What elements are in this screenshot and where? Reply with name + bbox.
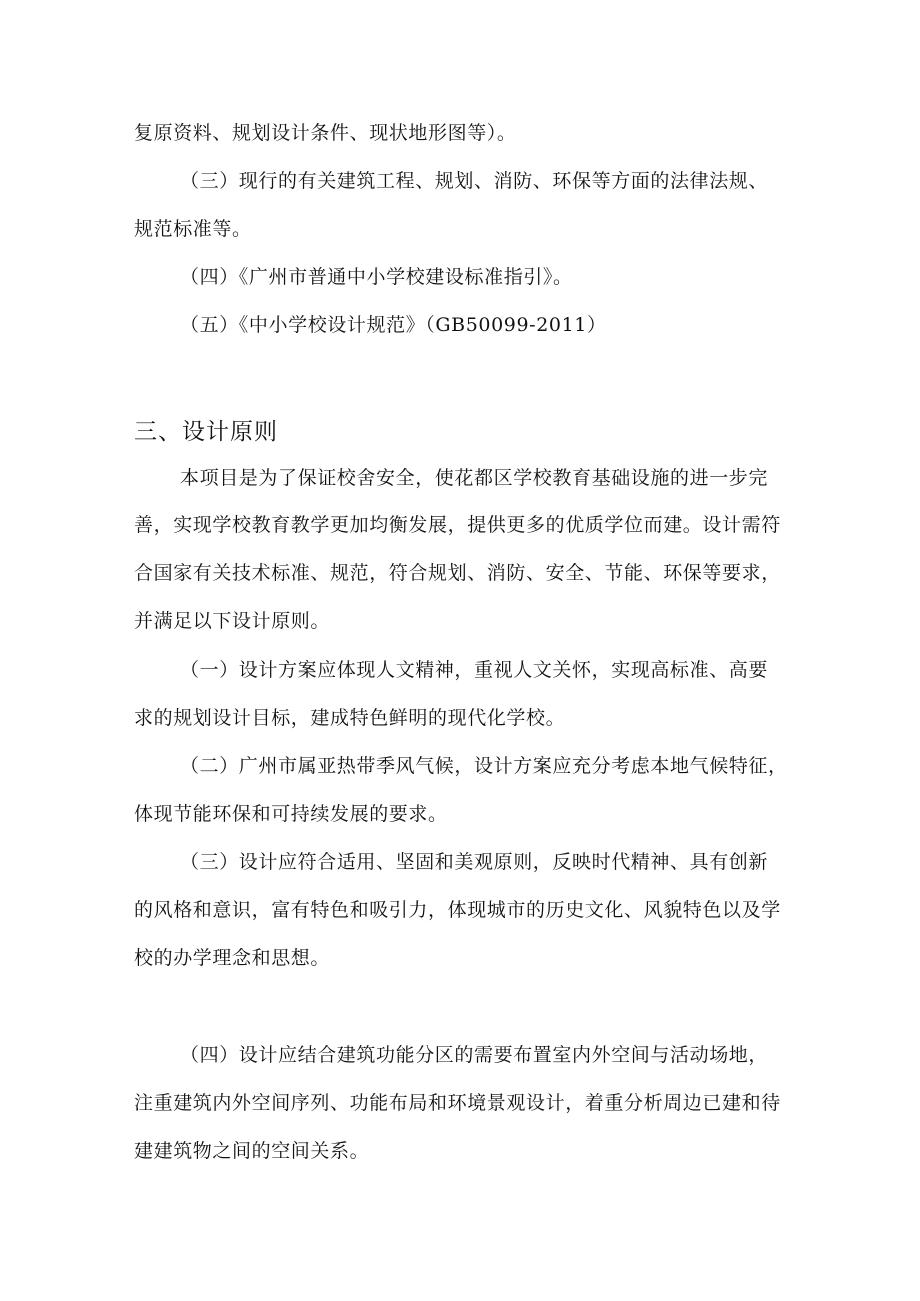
principle-1-line-2: 求的规划设计目标，建成特色鲜明的现代化学校。 (134, 707, 566, 729)
principle-3-line-3: 校的办学理念和思想。 (134, 947, 331, 969)
principle-4-line-2: 注重建筑内外空间序列、功能布局和环境景观设计，着重分析周边已建和待 (134, 1092, 781, 1114)
principle-3-line-1: （三）设计应符合适用、坚固和美观原则，反映时代精神、具有创新 (180, 851, 769, 873)
principle-1-line-1: （一）设计方案应体现人文精神，重视人文关怀，实现高标准、高要 (180, 659, 769, 681)
principle-4-line-3: 建建筑物之间的空间关系。 (134, 1140, 370, 1162)
basis-item-4: （四）《广州市普通中小学校建设标准指引》。 (180, 266, 573, 288)
principle-2-line-1: （二）广州市属亚热带季风气候，设计方案应充分考虑本地气候特征， (180, 755, 788, 777)
section-heading-design-principles: 三、设计原则 (134, 419, 278, 445)
basis-item-5: （五）《中小学校设计规范》（GB50099-2011） (180, 314, 607, 336)
principle-3-line-2: 的风格和意识，富有特色和吸引力，体现城市的历史文化、风貌特色以及学 (134, 899, 781, 921)
intro-line-1: 本项目是为了保证校舍安全，使花都区学校教育基础设施的进一步完 (180, 467, 769, 489)
basis-item-3-line-1: （三）现行的有关建筑工程、规划、消防、环保等方面的法律法规、 (180, 170, 769, 192)
principle-4-line-1: （四）设计应结合建筑功能分区的需要布置室内外空间与活动场地， (180, 1044, 769, 1066)
principle-2-line-2: 体现节能环保和可持续发展的要求。 (134, 803, 448, 825)
intro-line-3: 合国家有关技术标准、规范，符合规划、消防、安全、节能、环保等要求， (134, 562, 781, 584)
intro-line-4: 并满足以下设计原则。 (134, 610, 331, 632)
basis-item-3-line-2: 规范标准等。 (134, 218, 252, 240)
basis-item-2-continuation: 复原资料、规划设计条件、现状地形图等）。 (134, 122, 517, 144)
intro-line-2: 善，实现学校教育教学更加均衡发展，提供更多的优质学位而建。设计需符 (134, 514, 781, 536)
